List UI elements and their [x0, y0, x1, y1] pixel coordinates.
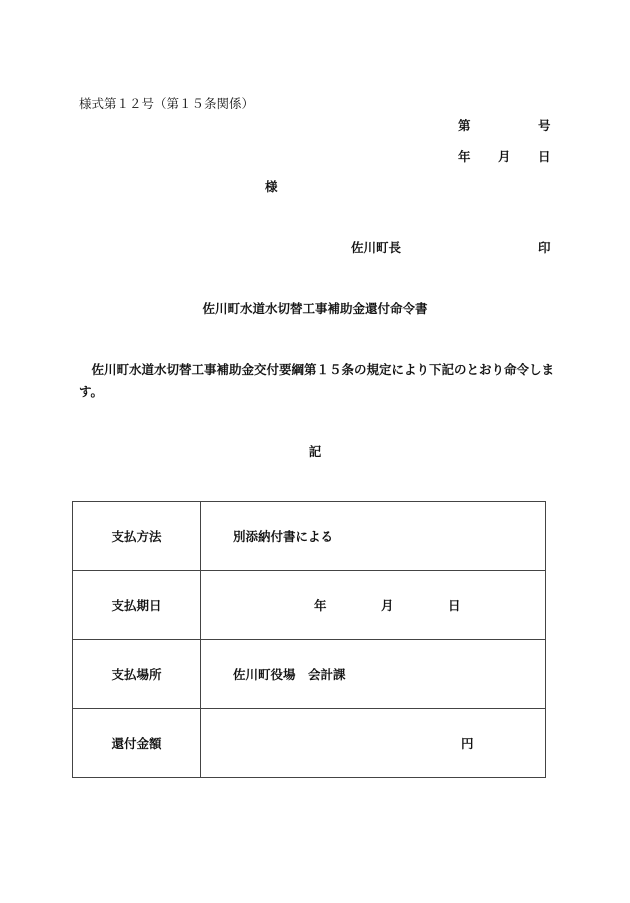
issue-date-day: 日 [538, 149, 551, 164]
issue-date-year: 年 [458, 149, 471, 164]
payment-details-table [72, 501, 546, 778]
payment-place-label: 支払場所 [73, 640, 201, 709]
document-title: 佐川町水道水切替工事補助金還付命令書 [202, 301, 428, 316]
payment-place-value: 佐川町役場 会計課 [201, 640, 546, 709]
table-row [73, 502, 546, 571]
table-row [73, 709, 546, 778]
form-number-label: 様式第１２号（第１５条関係） [79, 96, 255, 111]
addressee-honorific: 様 [265, 179, 278, 194]
payment-due-date-value [201, 571, 546, 640]
ki-heading: 記 [308, 444, 322, 459]
due-date-month: 月 [381, 598, 394, 613]
body-paragraph: 佐川町水道水切替工事補助金交付要綱第１５条の規定により下記のとおり命令します。 [79, 362, 555, 399]
issue-date-month: 月 [498, 149, 511, 164]
due-date-day: 日 [448, 598, 461, 613]
issuer-name: 佐川町長 [351, 240, 402, 255]
refund-amount-label: 還付金額 [73, 709, 201, 778]
refund-amount-unit: 円 [461, 736, 474, 751]
table-row [73, 640, 546, 709]
payment-method-label: 支払方法 [73, 502, 201, 571]
refund-amount-value [201, 709, 546, 778]
seal-mark: 印 [538, 240, 551, 255]
document-number-suffix: 号 [538, 118, 551, 133]
payment-method-value: 別添納付書による [201, 502, 546, 571]
document-number-prefix: 第 [458, 118, 471, 133]
due-date-year: 年 [314, 598, 327, 613]
payment-due-date-label: 支払期日 [73, 571, 201, 640]
table-row [73, 571, 546, 640]
